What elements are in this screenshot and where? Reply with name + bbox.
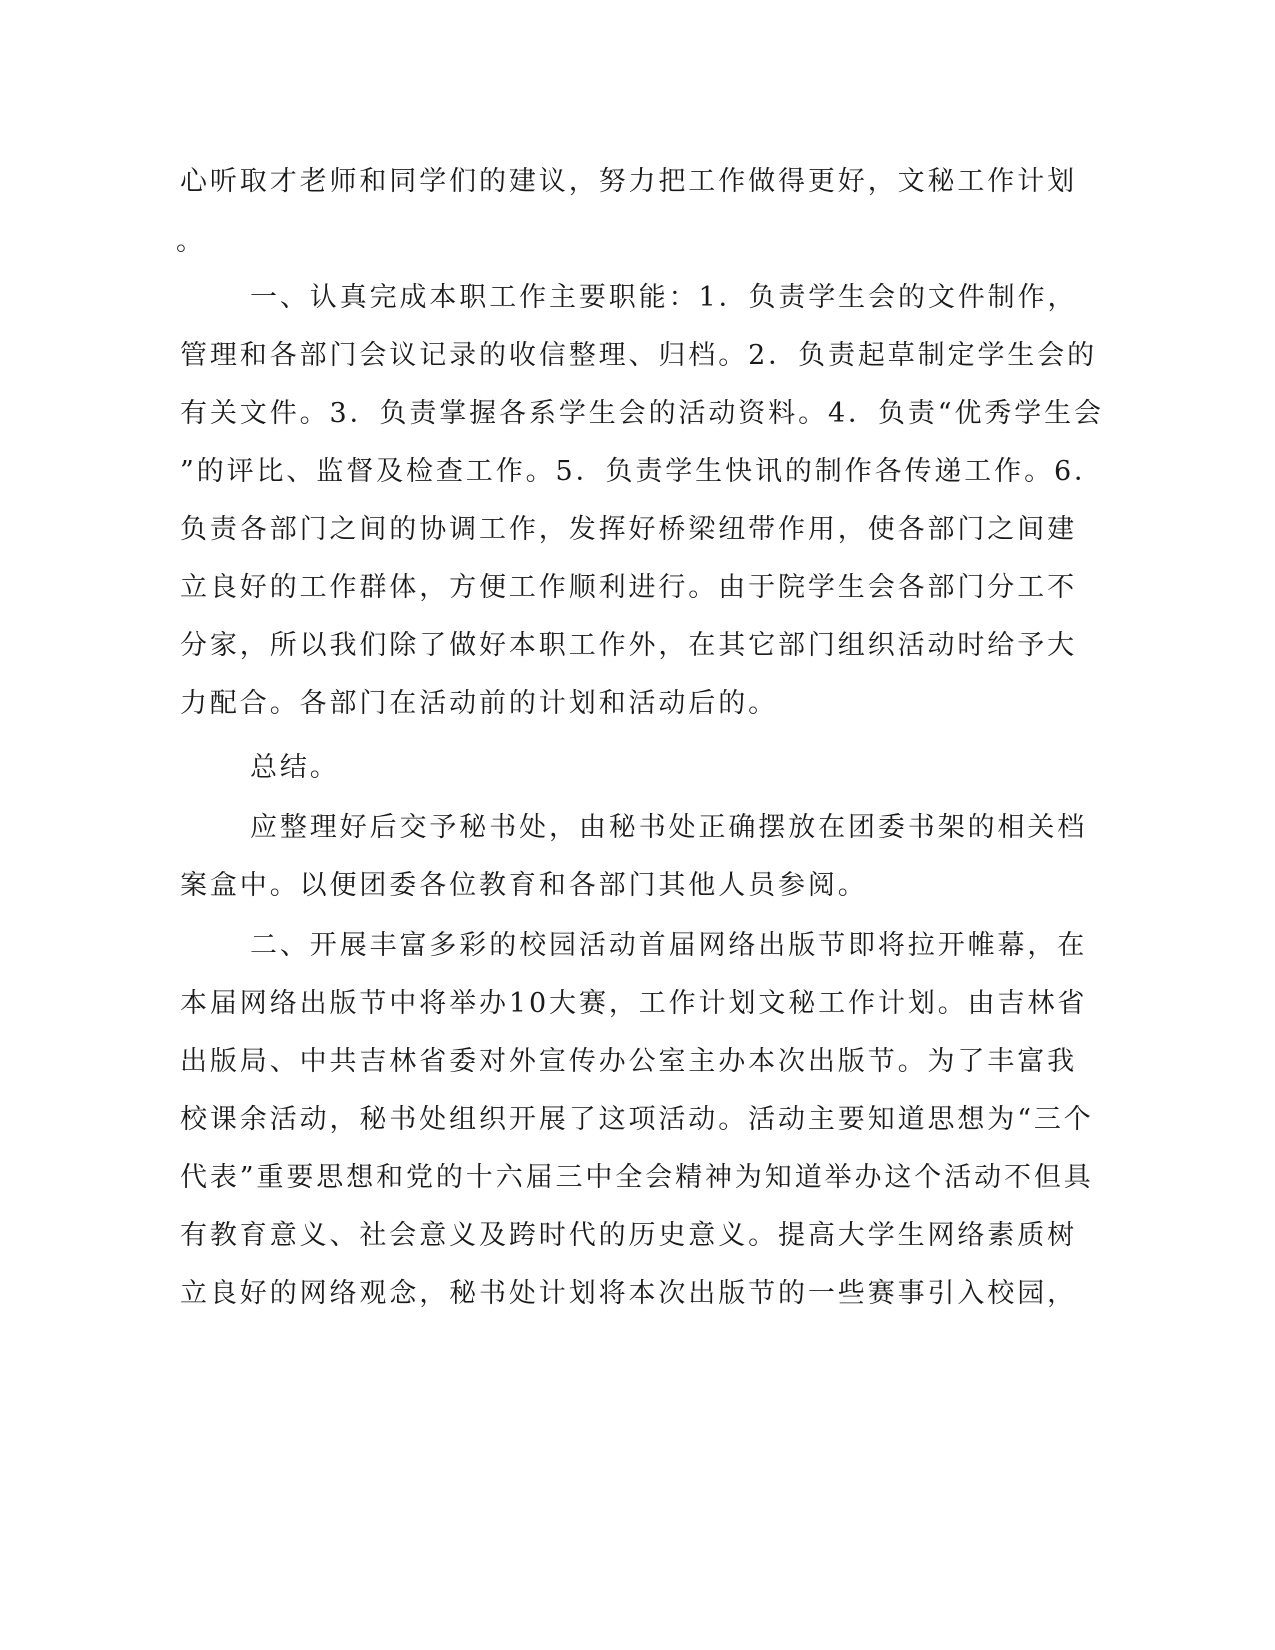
text-line: 。 [176, 226, 206, 257]
text-line: 有教育意义、社会意义及跨时代的历史意义。提高大学生网络素质树 [180, 1220, 1077, 1251]
text-line: 立良好的网络观念，秘书处计划将本次出版节的一些赛事引入校园， [180, 1278, 1077, 1309]
text-line: 管理和各部门会议记录的收信整理、归档。2．负责起草制定学生会的 [180, 340, 1098, 371]
text-line: 负责各部门之间的协调工作，发挥好桥梁纽带作用，使各部门之间建 [180, 514, 1077, 545]
text-line: 案盒中。以便团委各位教育和各部门其他人员参阅。 [180, 870, 868, 901]
text-line: 二、开展丰富多彩的校园活动首届网络出版节即将拉开帷幕，在 [250, 930, 1088, 961]
text-line: 立良好的工作群体，方便工作顺利进行。由于院学生会各部门分工不 [180, 572, 1077, 603]
text-line: ”的评比、监督及检查工作。5．负责学生快讯的制作各传递工作。6． [180, 456, 1104, 487]
text-line: 一、认真完成本职工作主要职能：1．负责学生会的文件制作， [250, 282, 1078, 313]
text-line: 校课余活动，秘书处组织开展了这项活动。活动主要知道思想为“三个 [180, 1104, 1094, 1135]
text-line: 应整理好后交予秘书处，由秘书处正确摆放在团委书架的相关档 [250, 812, 1088, 843]
text-line: 总结。 [250, 752, 340, 783]
text-line: 有关文件。3．负责掌握各系学生会的活动资料。4．负责“优秀学生会 [180, 398, 1104, 429]
text-line: 心听取才老师和同学们的建议，努力把工作做得更好，文秘工作计划 [180, 166, 1077, 197]
text-line: 出版局、中共吉林省委对外宣传办公室主办本次出版节。为了丰富我 [180, 1046, 1077, 1077]
text-line: 力配合。各部门在活动前的计划和活动后的。 [180, 688, 778, 719]
text-line: 分家，所以我们除了做好本职工作外，在其它部门组织活动时给予大 [180, 630, 1077, 661]
text-line: 本届网络出版节中将举办10大赛，工作计划文秘工作计划。由吉林省 [180, 988, 1088, 1019]
text-line: 代表”重要思想和党的十六届三中全会精神为知道举办这个活动不但具 [180, 1162, 1094, 1193]
